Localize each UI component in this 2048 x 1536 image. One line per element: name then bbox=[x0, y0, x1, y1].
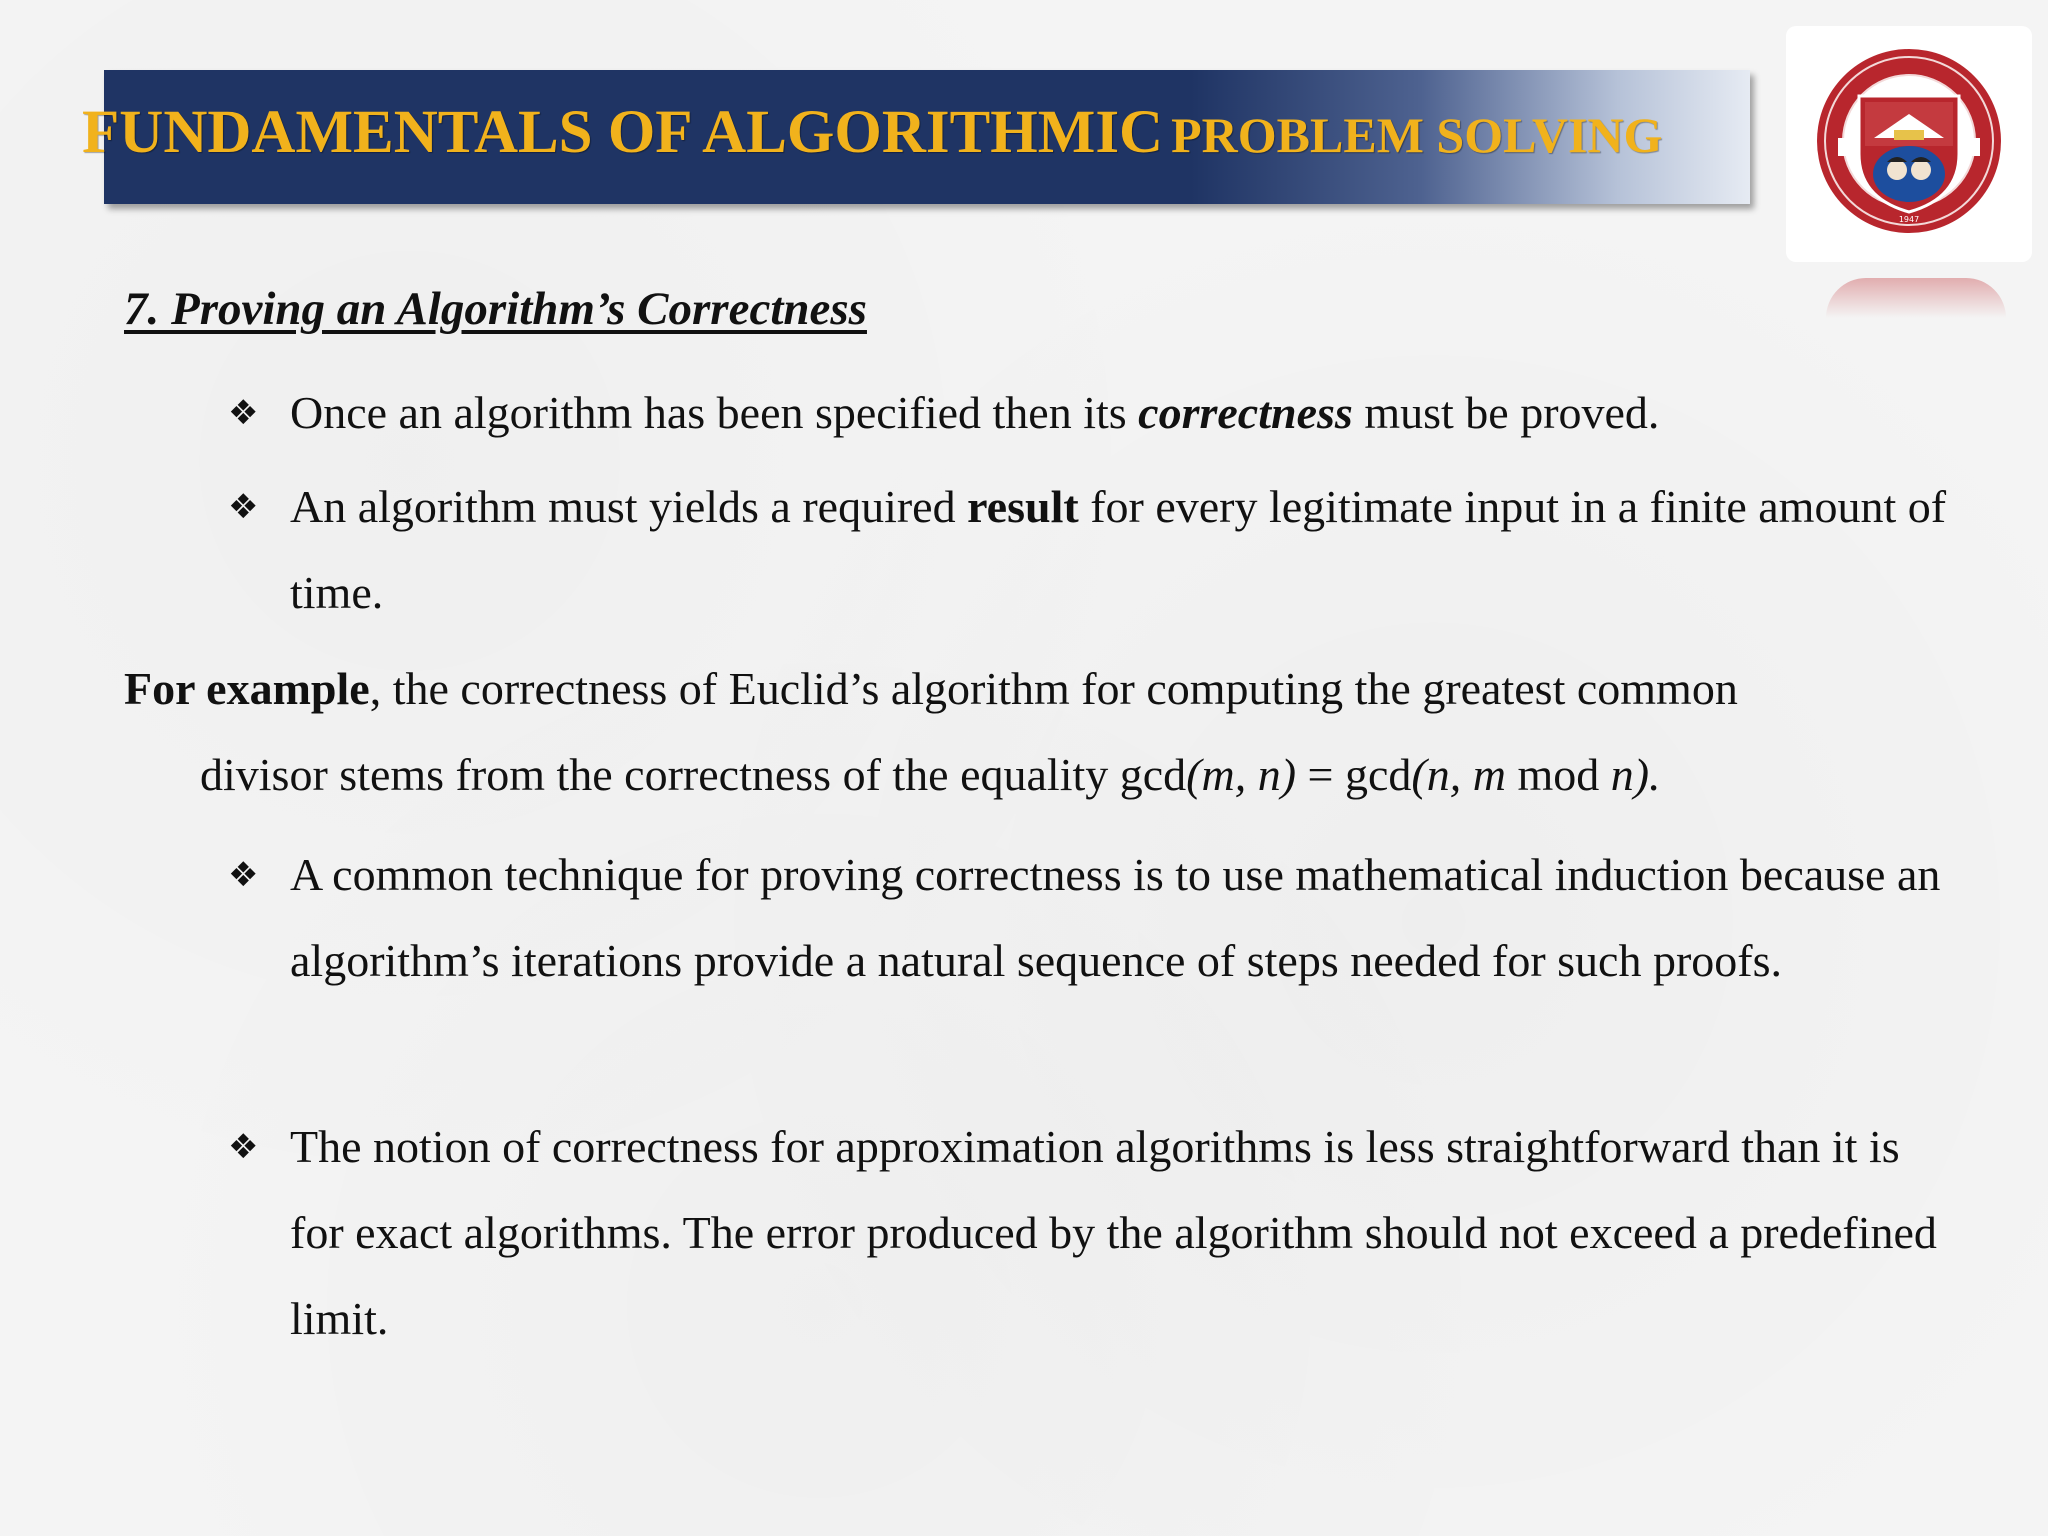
seal-reflection bbox=[1826, 278, 2006, 318]
bullet-1-emphasis: correctness bbox=[1138, 387, 1353, 438]
section-heading: 7. Proving an Algorithm’s Correctness bbox=[124, 283, 867, 335]
diamond-bullet-icon: ❖ bbox=[228, 393, 259, 433]
bullet-2-text: An algorithm must yields a required bbox=[290, 481, 968, 532]
diamond-bullet-icon: ❖ bbox=[228, 855, 259, 895]
slide-title bbox=[82, 99, 1663, 166]
seal-emblem-icon bbox=[1786, 26, 2032, 262]
example-text-1: , the correctness of Euclid’s algorithm for computing the greatest common bbox=[369, 663, 1738, 714]
institute-seal-logo bbox=[1786, 26, 2032, 262]
example-text-2: divisor stems from the correctness of the equality gcd bbox=[200, 749, 1187, 800]
bullet-2-text-end: for every legitimate input in a finite amount of time. bbox=[290, 481, 1947, 618]
bullet-item-3 bbox=[228, 832, 1948, 1004]
title-sub: PROBLEM SOLVING bbox=[1171, 107, 1663, 163]
example-math-3: n). bbox=[1610, 749, 1661, 800]
example-paragraph bbox=[124, 646, 1924, 818]
bullet-2-bold: result bbox=[967, 481, 1079, 532]
diamond-bullet-icon: ❖ bbox=[228, 1127, 259, 1167]
bullet-4-text: The notion of correctness for approximation algorithms is less straightforward than it is for exact algorithms. The error produced by the algorithm should not exceed a predefined limit. bbox=[290, 1121, 1937, 1344]
bullet-item-1 bbox=[228, 370, 1948, 456]
bullet-1-text: Once an algorithm has been specified then its bbox=[290, 387, 1139, 438]
svg-text:1947: 1947 bbox=[1898, 215, 1920, 224]
example-eq: = gcd bbox=[1296, 749, 1412, 800]
bullet-3-text: A common technique for proving correctness is to use mathematical induction because an algorithm’s iterations provide a natural sequence of steps needed for such proofs. bbox=[290, 849, 1941, 986]
bullet-1-text-end: must be proved. bbox=[1352, 387, 1660, 438]
diamond-bullet-icon: ❖ bbox=[228, 487, 259, 527]
title-main: FUNDAMENTALS OF ALGORITHMIC bbox=[82, 99, 1164, 166]
example-math-1: (m, n) bbox=[1186, 749, 1297, 800]
example-math-2: (n, m bbox=[1411, 749, 1506, 800]
example-mod: mod bbox=[1505, 749, 1611, 800]
example-lead: For example bbox=[124, 663, 370, 714]
bullet-item-2 bbox=[228, 464, 1948, 636]
bullet-item-4 bbox=[228, 1104, 1948, 1362]
